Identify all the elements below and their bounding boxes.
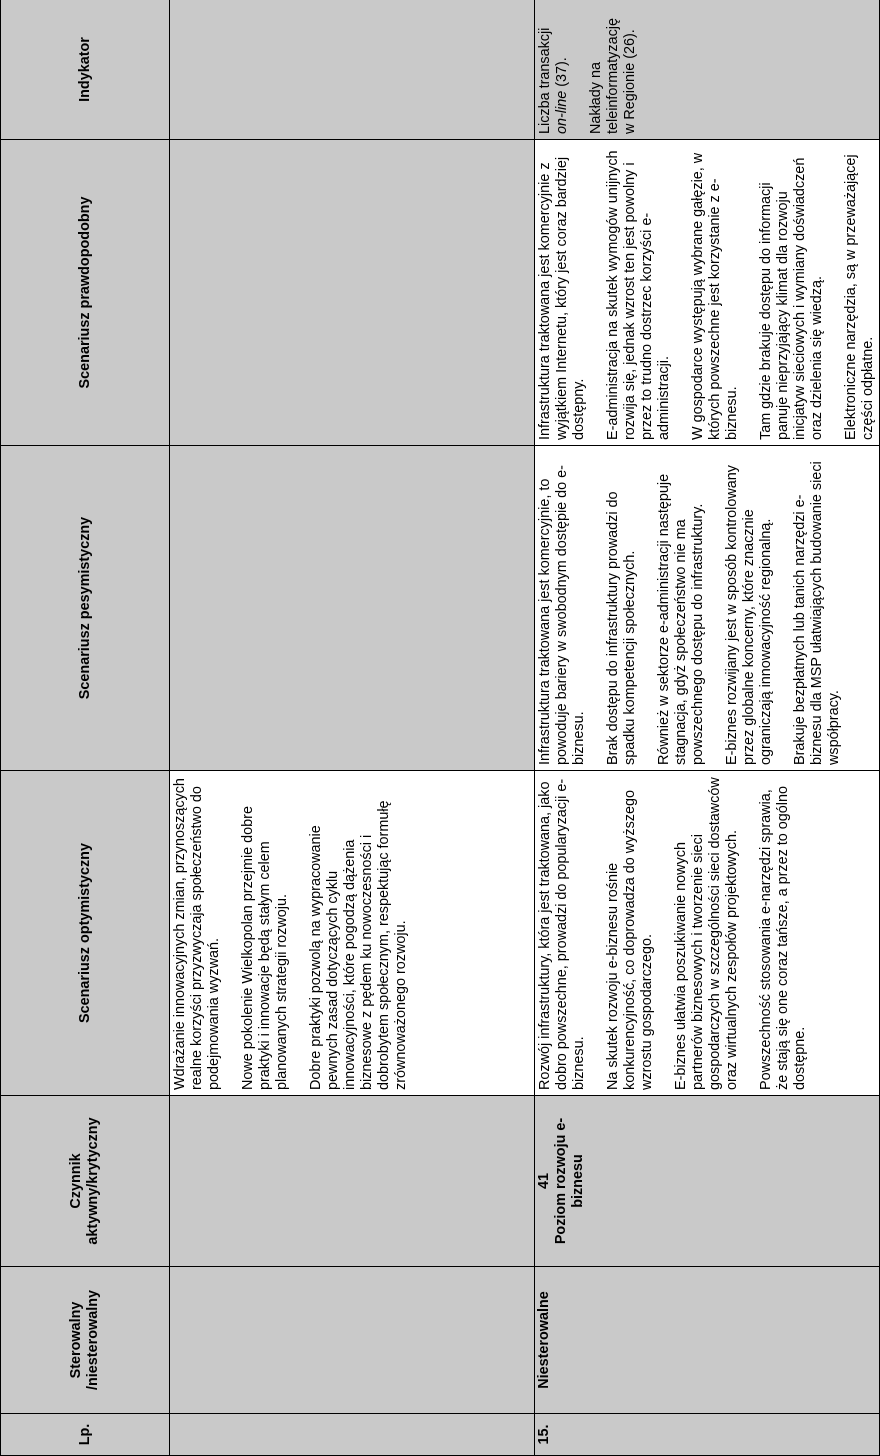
opt-paragraph: Rozwój infrastruktury, która jest traktowana, jako dobro powszechne, prowadzi do popularyzacji e-biznesu. — [537, 778, 587, 1090]
cont-opt-paragraph: Nowe pokolenie Wielkopolan przejmie dobre praktyki i innowacje będą stałym celem planowanych strategii rozwoju. — [240, 806, 290, 1090]
indykator-item — [588, 4, 639, 134]
indykator-item — [537, 4, 571, 134]
praw-paragraph: Infrastruktura traktowana jest komercyjnie z wyjątkiem Internetu, który jest coraz bardziej dostępny. — [537, 156, 587, 440]
row-czynnik — [535, 1096, 880, 1267]
row-indykator — [535, 0, 880, 140]
praw-paragraph: Elektroniczne narzędzia, są w przeważającej części odpłatne. — [843, 154, 876, 440]
indykator-text: Nakłady na teleinformatyzację w Regionie (26). — [588, 18, 638, 134]
cont-lp-cell — [170, 1414, 535, 1456]
cont-prawdopodobny-cell — [170, 140, 535, 446]
row-pesymistyczny — [535, 446, 880, 771]
cont-czynnik-cell — [170, 1096, 535, 1267]
cont-sterowalny-cell — [170, 1267, 535, 1414]
indykator-text: Liczba transakcji — [537, 27, 553, 134]
cont-opt-paragraph: Wdrażanie innowacyjnych zmian, przynoszących realne korzyści przyzwyczaja społeczeństwo do podejmowania wyzwań. — [172, 778, 222, 1090]
header-pesymistyczny: Scenariusz pesymistyczny — [1, 446, 170, 771]
table-row — [535, 0, 880, 1456]
indykator-tail: (37). — [554, 57, 570, 91]
continuation-row — [170, 0, 535, 1456]
row-sterowalny: Niesterowalne — [535, 1267, 880, 1414]
praw-paragraph: W gospodarce występują wybrane gałęzie, w których powszechne jest korzystanie z e-biznesu. — [690, 152, 740, 440]
header-sterowalny: Sterowalny /niesterowalny — [1, 1267, 170, 1414]
pes-paragraph: Brak dostępu do infrastruktury prowadzi do spadku kompetencji społecznych. — [605, 491, 638, 765]
opt-paragraph: E-biznes ułatwia poszukiwanie nowych partnerów biznesowych i tworzenie sieci gospodarczych w szczególności sieci dostawców oraz wirtualnych zespołów projektowych. — [673, 777, 740, 1090]
cont-pesymistyczny-cell — [170, 446, 535, 771]
pes-paragraph: Brakuje bezpłatnych lub tanich narzędzi e-biznesu dla MSP ułatwiających budowanie sieci współpracy. — [792, 461, 842, 765]
opt-paragraph: Powszechność stosowania e-narzędzi sprawia, że stają się one coraz tańsze, a przez to ogólno dostępne. — [758, 786, 808, 1090]
header-prawdopodobny: Scenariusz prawdopodobny — [1, 140, 170, 446]
praw-paragraph: Tam gdzie brakuje dostępu do informacji panuje nieprzyjający klimat dla rozwoju inicjatyw sieciowych i wymiany doświadczeń oraz dzielenia się wiedzą. — [758, 157, 825, 440]
header-lp: Lp. — [1, 1414, 170, 1456]
indykator-emphasis: on-line — [554, 90, 570, 134]
header-optymistyczny: Scenariusz optymistyczny — [1, 771, 170, 1096]
praw-paragraph: E-administracja na skutek wymogów unijnych rozwija się, jednak wzrost ten jest powolny i przez to trudno dostrzec korzyści e-administracji. — [605, 150, 672, 440]
pes-paragraph: Również w sektorze e-administracji następuje stagnacja, gdyż społeczeństwo nie ma powszechnego dostępu do infrastruktury. — [656, 473, 706, 765]
header-row — [1, 0, 170, 1456]
header-czynnik: Czynnik aktywny/krytyczny — [1, 1096, 170, 1267]
opt-paragraph: Na skutek rozwoju e-biznesu rośnie konkurencyjność, co doprowadza do wyższego wzrostu gospodarczego. — [605, 790, 655, 1090]
pes-paragraph: Infrastruktura traktowana jest komercyjnie, to powoduje bariery w swobodnym dostępie do e-biznesu. — [537, 465, 587, 765]
header-indykator: Indykator — [1, 0, 170, 140]
cont-optymistyczny-cell — [170, 771, 535, 1096]
row-prawdopodobny — [535, 140, 880, 446]
row-optymistyczny — [535, 771, 880, 1096]
row-lp: 15. — [535, 1414, 880, 1456]
czynnik-name: Poziom rozwoju e-biznesu — [553, 1117, 586, 1245]
cont-opt-paragraph: Dobre praktyki pozwolą na wypracowanie pewnych zasad dotyczących cyklu innowacyjności, które pogodzą dążenia biznesowe z pędem ku nowoczesności i dobrobytem społecznym, respektując formułę zrównoważonego rozwoju. — [308, 800, 409, 1090]
pes-paragraph: E-biznes rozwijany jest w sposób kontrolowany przez globalne koncerny, które znacznie ograniczają innowacyjność regionalną. — [724, 465, 774, 765]
czynnik-number: 41 — [536, 1173, 552, 1190]
cont-indykator-cell — [170, 0, 535, 140]
